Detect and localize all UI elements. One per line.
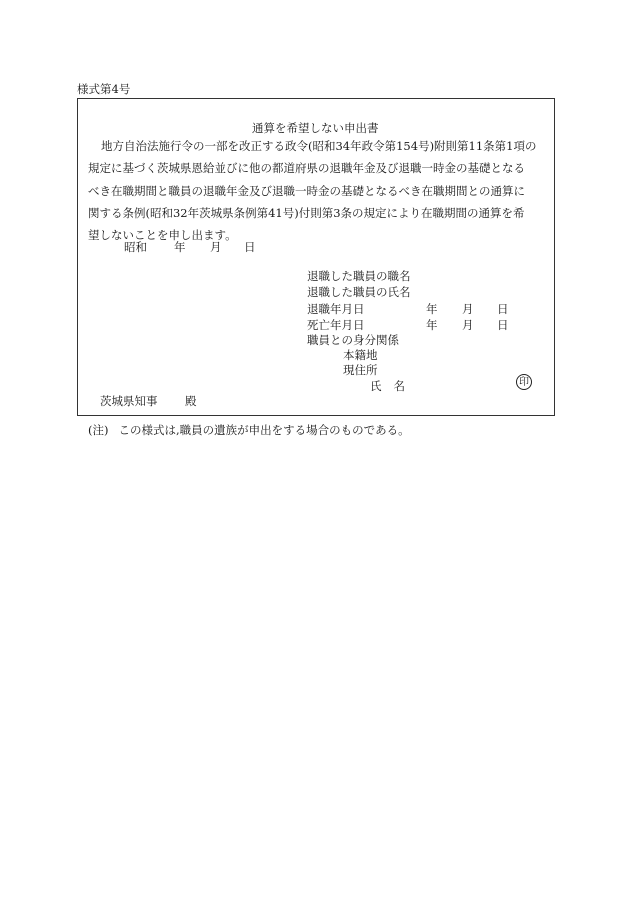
footnote [88,424,410,438]
death-year-label: 年 [426,318,438,332]
body-text-line: 地方自治法施行令の一部を改正する政令(昭和34年政令第154号)附則第11条第1項の [101,139,537,153]
name-field-label: 退職した職員の氏名 [307,285,411,299]
domicile-field-label: 本籍地 [343,348,378,362]
addressee-honorific: 殿 [185,394,197,408]
date-era-label: 昭和 [124,240,147,254]
document-title: 通算を希望しない申出書 [252,121,379,135]
footnote-text: この様式は,職員の遺族が申出をする場合のものである。 [118,423,410,437]
form-number: 様式第4号 [77,82,131,96]
death-day-label: 日 [497,318,509,332]
addressee: 茨城県知事 [100,394,158,408]
body-text-line: べき在職期間と職員の退職年金及び退職一時金の基礎となるべき在職期間との通算に [88,184,525,198]
retirement-month-label: 月 [462,302,474,316]
relation-field-label: 職員との身分関係 [307,333,399,347]
retirement-date-field-label: 退職年月日 [307,302,365,316]
address-field-label: 現住所 [343,363,378,377]
death-date-field-label: 死亡年月日 [307,318,365,332]
date-day-label: 日 [244,240,256,254]
date-year-label: 年 [174,240,186,254]
retirement-day-label: 日 [497,302,509,316]
body-text-line: 関する条例(昭和32年茨城県条例第41号)付則第3条の規定により在職期間の通算を希 [88,206,525,220]
footnote-label: (注) [88,423,109,437]
body-text-line: 規定に基づく茨城県恩給並びに他の都道府県の退職年金及び退職一時金の基礎となる [88,161,525,175]
body-text-line: 望しないことを申し出ます。 [88,228,237,242]
death-month-label: 月 [462,318,474,332]
position-field-label: 退職した職員の職名 [307,269,411,283]
date-month-label: 月 [210,240,222,254]
seal-mark-icon: 印 [516,374,532,390]
signature-name-label: 氏名 [370,379,417,393]
retirement-year-label: 年 [426,302,438,316]
